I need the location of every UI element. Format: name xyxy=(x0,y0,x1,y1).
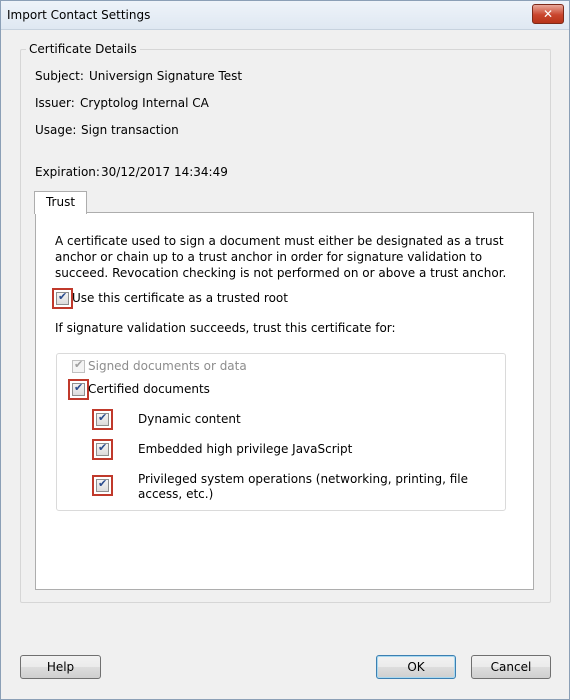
ok-button[interactable]: OK xyxy=(376,655,456,679)
checkmark-icon: ✔ xyxy=(98,411,108,424)
signed-documents-checkbox xyxy=(72,360,85,373)
javascript-checkbox[interactable] xyxy=(96,443,109,456)
title-bar xyxy=(1,1,569,30)
trust-options-group xyxy=(56,353,506,511)
trusted-root-label: Use this certificate as a trusted root xyxy=(72,291,288,305)
certified-documents-checkbox[interactable] xyxy=(72,383,85,396)
close-icon: ✕ xyxy=(542,7,554,21)
usage-label: Usage: xyxy=(35,123,77,137)
close-button[interactable] xyxy=(532,4,564,24)
subject-value: Universign Signature Test xyxy=(89,69,243,83)
trusted-root-checkbox[interactable] xyxy=(56,292,69,305)
privileged-operations-checkbox[interactable] xyxy=(96,479,109,492)
subject-label: Subject: xyxy=(35,69,84,83)
tab-trust[interactable] xyxy=(34,191,87,214)
checkmark-icon: ✔ xyxy=(98,477,108,490)
trust-for-label: If signature validation succeeds, trust this certificate for: xyxy=(55,321,396,335)
certificate-details-legend: Certificate Details xyxy=(26,42,140,56)
checkmark-icon: ✔ xyxy=(98,441,108,454)
cancel-button[interactable]: Cancel xyxy=(471,655,551,679)
signed-documents-label: Signed documents or data xyxy=(88,359,247,373)
dynamic-content-label: Dynamic content xyxy=(138,412,241,426)
certified-documents-label: Certified documents xyxy=(88,382,210,396)
trust-description: A certificate used to sign a document must either be designated as a trust anchor or chain up to a trust anchor in order for signature validation to succeed. Revocation checking is not performed on or above a trust anchor. xyxy=(55,234,507,280)
window-title: Import Contact Settings xyxy=(7,8,151,22)
issuer-label: Issuer: xyxy=(35,96,75,110)
issuer-value: Cryptolog Internal CA xyxy=(80,96,209,110)
privileged-operations-label-line2: access, etc.) xyxy=(138,487,214,501)
expiration-label: Expiration: xyxy=(35,165,100,179)
help-button[interactable]: Help xyxy=(20,655,101,679)
usage-value: Sign transaction xyxy=(81,123,179,137)
checkmark-icon: ✔ xyxy=(74,358,84,371)
checkmark-icon: ✔ xyxy=(74,381,84,394)
javascript-label: Embedded high privilege JavaScript xyxy=(138,442,353,456)
privileged-operations-label-line1: Privileged system operations (networking, printing, file xyxy=(138,472,469,486)
checkmark-icon: ✔ xyxy=(58,290,68,303)
dynamic-content-checkbox[interactable] xyxy=(96,413,109,426)
tab-trust-label: Trust xyxy=(45,195,76,209)
expiration-value: 30/12/2017 14:34:49 xyxy=(101,165,228,179)
